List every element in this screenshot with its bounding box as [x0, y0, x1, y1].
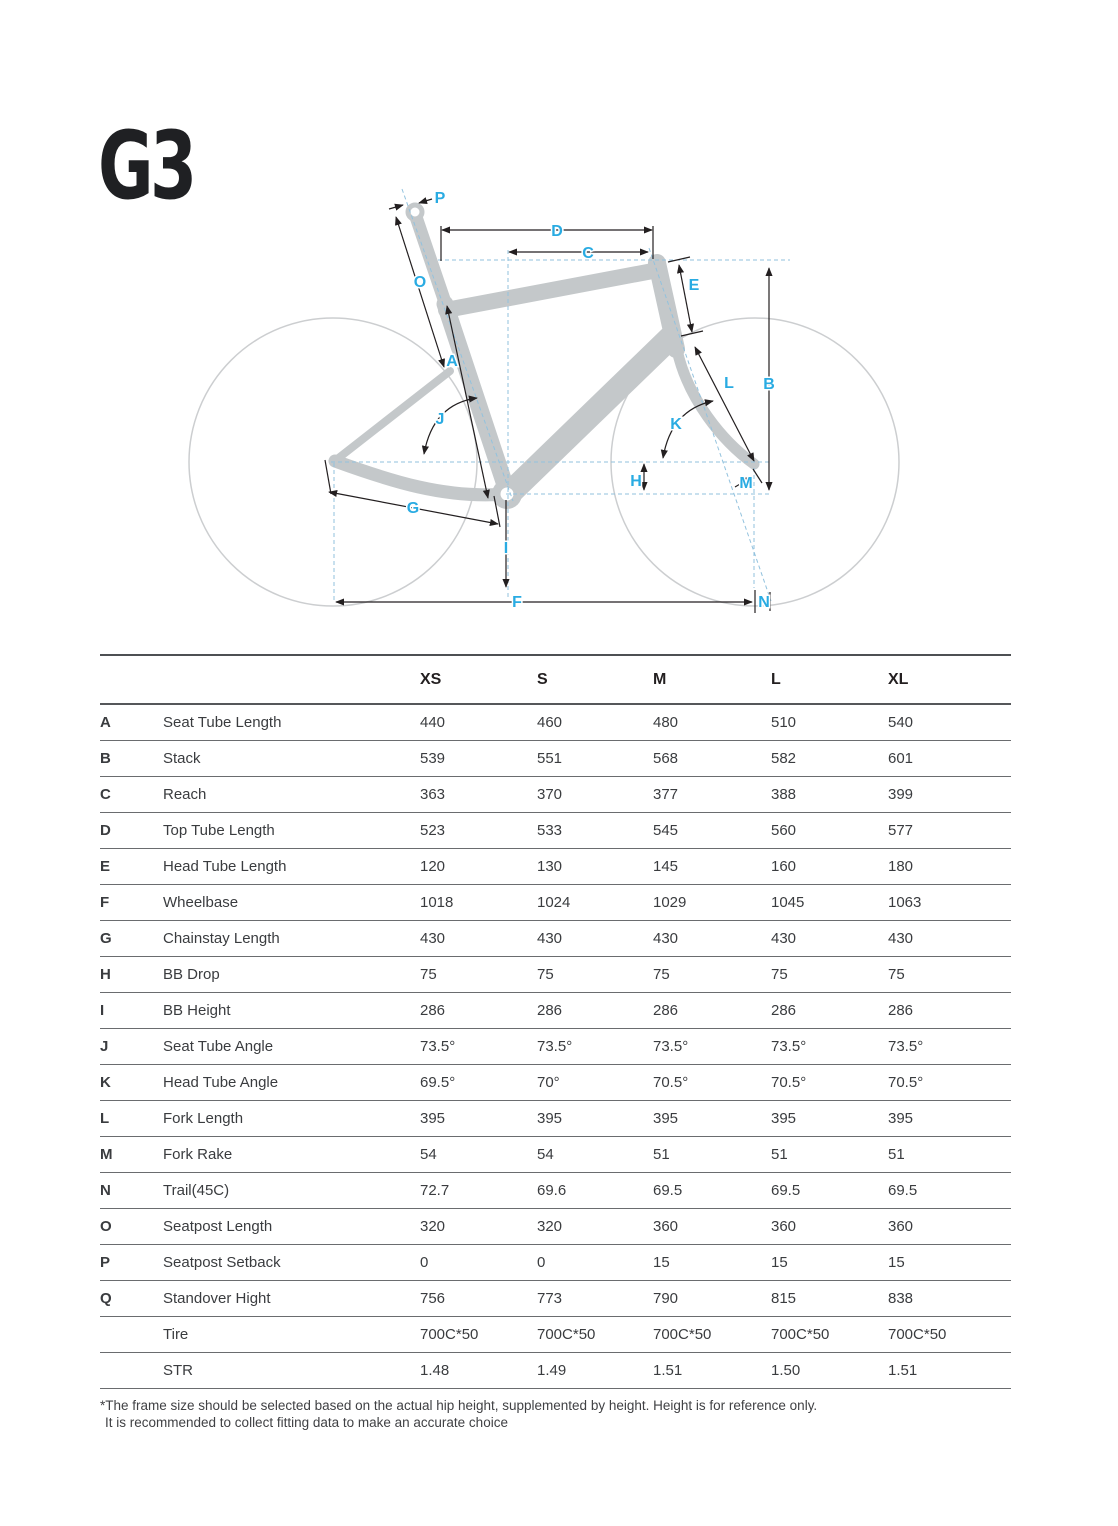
row-value: 560 [771, 813, 888, 849]
callout-O: O [413, 274, 427, 291]
row-value: 838 [888, 1281, 1011, 1317]
row-value: 551 [537, 741, 653, 777]
row-value: 180 [888, 849, 1011, 885]
dimension-P-left [389, 205, 403, 209]
callout-A: A [446, 353, 458, 370]
table-row [100, 1029, 1011, 1065]
row-value: 70.5° [888, 1065, 1011, 1101]
row-value: 69.5 [653, 1173, 771, 1209]
row-label: Tire [163, 1317, 420, 1353]
row-value: 51 [771, 1137, 888, 1173]
footnote [100, 1398, 1050, 1432]
row-value: 700C*50 [653, 1317, 771, 1353]
row-value: 320 [420, 1209, 537, 1245]
row-value: 577 [888, 813, 1011, 849]
table-row [100, 1353, 1011, 1389]
size-header-l: L [771, 655, 888, 704]
header-spacer-key [100, 655, 163, 704]
row-value: 73.5° [653, 1029, 771, 1065]
frame-geometry-diagram [0, 170, 1118, 650]
row-key: F [100, 885, 163, 921]
size-header-xs: XS [420, 655, 537, 704]
table-row [100, 704, 1011, 741]
row-key: B [100, 741, 163, 777]
row-value: 700C*50 [537, 1317, 653, 1353]
row-label: Seatpost Length [163, 1209, 420, 1245]
row-value: 377 [653, 777, 771, 813]
row-label: Head Tube Angle [163, 1065, 420, 1101]
callout-C: C [582, 245, 594, 262]
size-header-s: S [537, 655, 653, 704]
footnote-line-1: *The frame size should be selected based on the actual hip height, supplemented by height. Height is for reference only. [100, 1398, 818, 1413]
callout-F: F [512, 594, 522, 611]
row-value: 601 [888, 741, 1011, 777]
callout-K: K [670, 416, 682, 433]
row-value: 15 [653, 1245, 771, 1281]
row-value: 360 [771, 1209, 888, 1245]
row-label: Seatpost Setback [163, 1245, 420, 1281]
row-value: 1.48 [420, 1353, 537, 1389]
callout-J: J [435, 411, 445, 428]
row-value: 545 [653, 813, 771, 849]
row-value: 286 [888, 993, 1011, 1029]
row-value: 395 [420, 1101, 537, 1137]
row-label: Fork Rake [163, 1137, 420, 1173]
row-value: 15 [888, 1245, 1011, 1281]
row-value: 51 [653, 1137, 771, 1173]
row-key [100, 1353, 163, 1389]
row-key: A [100, 704, 163, 741]
row-value: 130 [537, 849, 653, 885]
row-value: 286 [771, 993, 888, 1029]
size-header-m: M [653, 655, 771, 704]
row-value: 75 [888, 957, 1011, 993]
table-row [100, 1281, 1011, 1317]
chain-stay [335, 461, 506, 495]
dimension-P-right [419, 199, 432, 203]
row-label: Seat Tube Angle [163, 1029, 420, 1065]
row-label: Chainstay Length [163, 921, 420, 957]
callout-I: I [503, 540, 509, 557]
row-value: 388 [771, 777, 888, 813]
row-value: 69.5 [888, 1173, 1011, 1209]
row-value: 69.5° [420, 1065, 537, 1101]
row-value: 0 [420, 1245, 537, 1281]
row-value: 539 [420, 741, 537, 777]
row-value: 700C*50 [771, 1317, 888, 1353]
row-value: 440 [420, 704, 537, 741]
footnote-line-2: It is recommended to collect fitting data to make an accurate choice [105, 1414, 508, 1430]
row-key [100, 1317, 163, 1353]
row-key: M [100, 1137, 163, 1173]
table-row [100, 849, 1011, 885]
row-value: 286 [537, 993, 653, 1029]
row-key: E [100, 849, 163, 885]
geometry-table [100, 654, 1011, 1389]
row-value: 360 [653, 1209, 771, 1245]
row-value: 15 [771, 1245, 888, 1281]
callout-N: N [758, 594, 770, 611]
row-value: 320 [537, 1209, 653, 1245]
row-key: D [100, 813, 163, 849]
table-row [100, 885, 1011, 921]
row-value: 430 [771, 921, 888, 957]
row-label: Top Tube Length [163, 813, 420, 849]
row-value: 1045 [771, 885, 888, 921]
callout-P: P [434, 190, 446, 207]
row-value: 510 [771, 704, 888, 741]
row-value: 286 [420, 993, 537, 1029]
row-value: 395 [653, 1101, 771, 1137]
row-value: 568 [653, 741, 771, 777]
callout-B: B [763, 376, 775, 393]
row-value: 756 [420, 1281, 537, 1317]
row-value: 75 [771, 957, 888, 993]
row-label: Stack [163, 741, 420, 777]
row-key: Q [100, 1281, 163, 1317]
row-label: Seat Tube Length [163, 704, 420, 741]
row-key: O [100, 1209, 163, 1245]
row-value: 480 [653, 704, 771, 741]
row-value: 430 [420, 921, 537, 957]
row-value: 430 [888, 921, 1011, 957]
row-value: 1063 [888, 885, 1011, 921]
row-value: 73.5° [537, 1029, 653, 1065]
row-key: P [100, 1245, 163, 1281]
callout-G: G [406, 500, 420, 517]
page-title: G3 [98, 112, 194, 221]
row-value: 69.5 [771, 1173, 888, 1209]
spec-table-body [100, 704, 1011, 1389]
row-value: 540 [888, 704, 1011, 741]
row-value: 73.5° [888, 1029, 1011, 1065]
row-value: 160 [771, 849, 888, 885]
row-value: 0 [537, 1245, 653, 1281]
table-row [100, 1065, 1011, 1101]
row-value: 700C*50 [420, 1317, 537, 1353]
row-label: Wheelbase [163, 885, 420, 921]
row-label: BB Height [163, 993, 420, 1029]
row-value: 460 [537, 704, 653, 741]
dimension-E [679, 265, 692, 332]
row-label: Head Tube Length [163, 849, 420, 885]
top-tube [446, 270, 658, 310]
row-value: 1.51 [888, 1353, 1011, 1389]
table-row [100, 1209, 1011, 1245]
callout-H: H [630, 473, 642, 490]
row-value: 363 [420, 777, 537, 813]
row-value: 360 [888, 1209, 1011, 1245]
row-value: 395 [771, 1101, 888, 1137]
row-value: 395 [888, 1101, 1011, 1137]
row-value: 700C*50 [888, 1317, 1011, 1353]
row-value: 75 [537, 957, 653, 993]
fork [677, 350, 754, 464]
row-value: 399 [888, 777, 1011, 813]
callout-D: D [551, 223, 563, 240]
table-row [100, 993, 1011, 1029]
seat-stay [336, 371, 450, 460]
bike-frame [335, 205, 754, 509]
callout-E: E [688, 277, 700, 294]
row-label: STR [163, 1353, 420, 1389]
row-value: 1.50 [771, 1353, 888, 1389]
table-row [100, 1173, 1011, 1209]
row-key: H [100, 957, 163, 993]
row-value: 145 [653, 849, 771, 885]
row-value: 70.5° [653, 1065, 771, 1101]
row-value: 286 [653, 993, 771, 1029]
table-row [100, 1137, 1011, 1173]
callout-M: M [739, 475, 753, 492]
row-key: L [100, 1101, 163, 1137]
row-value: 430 [537, 921, 653, 957]
row-value: 69.6 [537, 1173, 653, 1209]
row-key: C [100, 777, 163, 813]
table-row [100, 1245, 1011, 1281]
header-spacer-label [163, 655, 420, 704]
table-row [100, 1101, 1011, 1137]
row-value: 370 [537, 777, 653, 813]
row-key: I [100, 993, 163, 1029]
table-row [100, 741, 1011, 777]
row-value: 70° [537, 1065, 653, 1101]
row-value: 790 [653, 1281, 771, 1317]
row-key: K [100, 1065, 163, 1101]
size-header-row [100, 655, 1011, 704]
row-value: 773 [537, 1281, 653, 1317]
table-row [100, 813, 1011, 849]
table-row [100, 921, 1011, 957]
row-value: 533 [537, 813, 653, 849]
row-value: 395 [537, 1101, 653, 1137]
row-key: G [100, 921, 163, 957]
construction-lines [331, 189, 790, 601]
table-row [100, 777, 1011, 813]
row-value: 54 [420, 1137, 537, 1173]
row-value: 72.7 [420, 1173, 537, 1209]
row-label: Fork Length [163, 1101, 420, 1137]
row-label: Reach [163, 777, 420, 813]
row-value: 1029 [653, 885, 771, 921]
row-value: 73.5° [771, 1029, 888, 1065]
row-value: 815 [771, 1281, 888, 1317]
size-header-xl: XL [888, 655, 1011, 704]
row-value: 1024 [537, 885, 653, 921]
table-row [100, 1317, 1011, 1353]
row-value: 75 [653, 957, 771, 993]
row-value: 1.51 [653, 1353, 771, 1389]
row-key: N [100, 1173, 163, 1209]
row-label: Standover Hight [163, 1281, 420, 1317]
row-value: 582 [771, 741, 888, 777]
row-value: 120 [420, 849, 537, 885]
row-value: 1.49 [537, 1353, 653, 1389]
row-value: 523 [420, 813, 537, 849]
row-value: 73.5° [420, 1029, 537, 1065]
row-label: Trail(45C) [163, 1173, 420, 1209]
down-tube [511, 338, 670, 492]
row-label: BB Drop [163, 957, 420, 993]
row-value: 70.5° [771, 1065, 888, 1101]
callout-L: L [724, 375, 734, 392]
row-value: 51 [888, 1137, 1011, 1173]
table-row [100, 957, 1011, 993]
row-key: J [100, 1029, 163, 1065]
row-value: 54 [537, 1137, 653, 1173]
row-value: 1018 [420, 885, 537, 921]
row-value: 430 [653, 921, 771, 957]
row-value: 75 [420, 957, 537, 993]
